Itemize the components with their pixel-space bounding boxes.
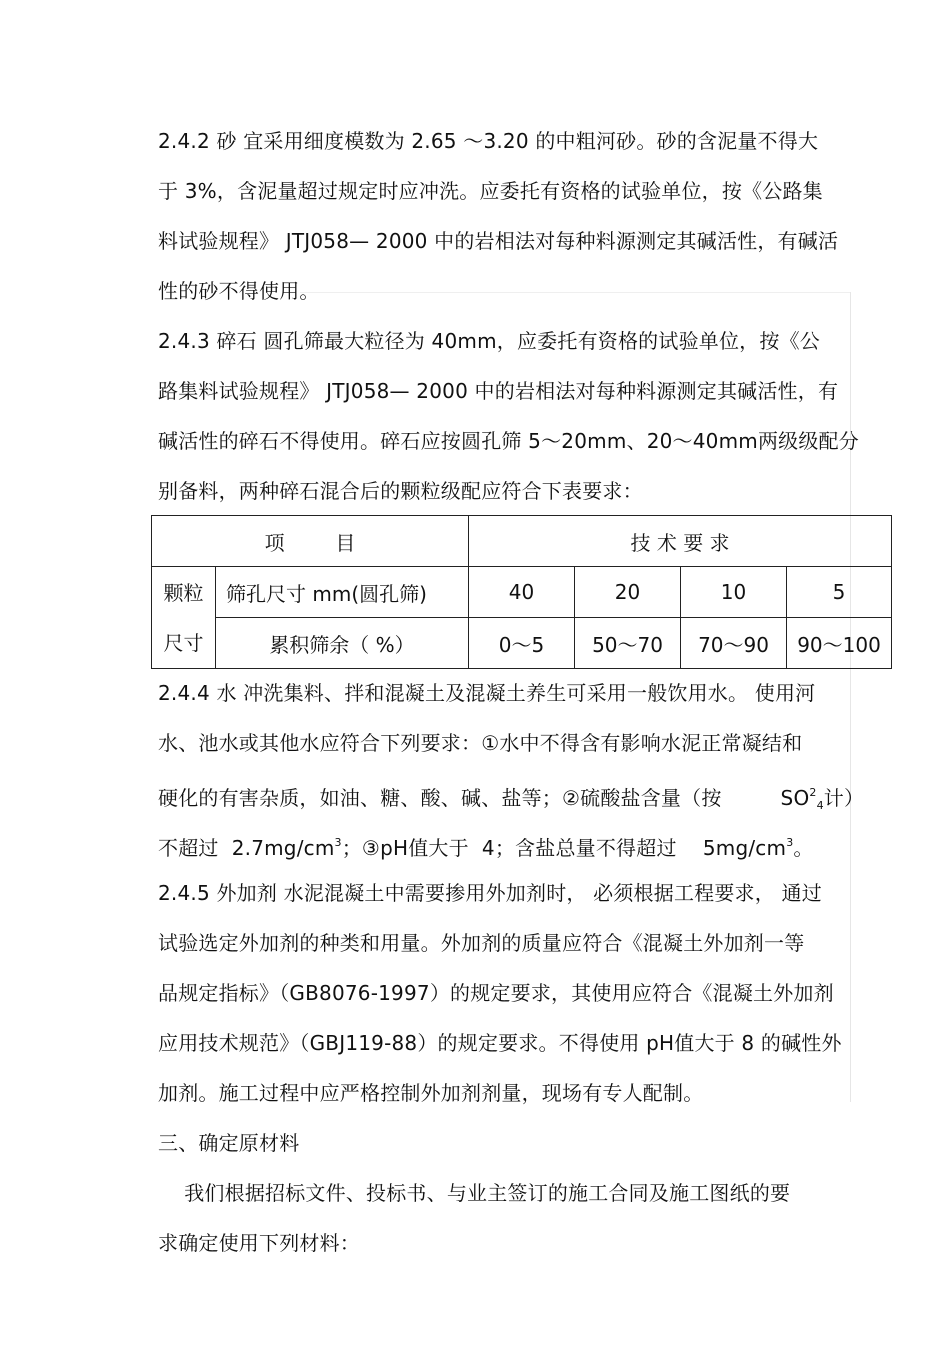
gravel-paragraph-line: 路集料试验规程》 JTJ058— 2000 中的岩相法对每种料源测定其碱活性，有 [158, 379, 839, 403]
text-run: ；③pH值大于 4；含盐总量不得超过 5mg/cm [341, 836, 787, 860]
subscript: 4 [816, 799, 824, 812]
text-run: 。 [793, 836, 814, 860]
table-cell: 5 [787, 567, 892, 618]
text-run: 计） [823, 786, 865, 810]
section-heading: 三、确定原材料 [158, 1131, 300, 1155]
table-cell: 20 [575, 567, 681, 618]
group-label-line2: 尺寸 [163, 630, 204, 655]
admixture-paragraph-line: 品规定指标》（GB8076-1997）的规定要求，其使用应符合《混凝土外加剂 [158, 981, 834, 1005]
table-cell: 0～5 [469, 618, 575, 669]
water-paragraph-line [158, 780, 893, 819]
table-cell: 90～100 [787, 618, 892, 669]
superscript: 2 [809, 786, 817, 799]
sieve-size-label-cell: 筛孔尺寸 mm(圆孔筛) [216, 567, 469, 618]
table-cell: 50～70 [575, 618, 681, 669]
header-requirement-cell: 技 术 要 求 [469, 516, 892, 567]
table-row [152, 618, 892, 669]
table-cell: 70～90 [681, 618, 787, 669]
water-paragraph-line: 水、池水或其他水应符合下列要求：①水中不得含有影响水泥正常凝结和 [158, 731, 803, 755]
table-cell: 40 [469, 567, 575, 618]
admixture-paragraph-line: 应用技术规范》（GBJ119-88）的规定要求。不得使用 pH值大于 8 的碱性外 [158, 1031, 842, 1055]
table-header-row [152, 516, 892, 567]
admixture-paragraph-line: 加剂。施工过程中应严格控制外加剂剂量，现场有专人配制。 [158, 1081, 704, 1105]
admixture-paragraph-line: 试验选定外加剂的种类和用量。外加剂的质量应符合《混凝土外加剂一等 [158, 931, 805, 955]
admixture-paragraph-line: 2.4.5 外加剂 水泥混凝土中需要掺用外加剂时， 必须根据工程要求， 通过 [158, 881, 822, 905]
gravel-paragraph-line: 2.4.3 碎石 圆孔筛最大粒径为 40mm，应委托有资格的试验单位，按《公 [158, 329, 820, 353]
superscript: 3 [334, 836, 342, 849]
sand-paragraph-line: 于 3%，含泥量超过规定时应冲洗。应委托有资格的试验单位，按《公路集 [158, 179, 823, 203]
grading-requirements-table [151, 515, 892, 669]
table-cell: 10 [681, 567, 787, 618]
superscript: 3 [786, 836, 794, 849]
materials-paragraph-line: 求确定使用下列材料： [158, 1231, 360, 1255]
gravel-paragraph-line: 碱活性的碎石不得使用。碎石应按圆孔筛 5～20mm、20～40mm两级级配分 [158, 429, 859, 453]
cumulative-retained-label-cell: 累积筛余（ %） [216, 618, 469, 669]
table-row [152, 567, 892, 618]
text-run: 硬化的有害杂质，如油、糖、酸、碱、盐等；②硫酸盐含量（按 SO [158, 786, 810, 810]
gravel-paragraph-line: 别备料，两种碎石混合后的颗粒级配应符合下表要求： [158, 479, 643, 503]
materials-paragraph-line: 我们根据招标文件、投标书、与业主签订的施工合同及施工图纸的要 [158, 1181, 791, 1205]
water-paragraph-line [158, 830, 893, 861]
text-run: 不超过 2.7mg/cm [158, 836, 335, 860]
sand-paragraph-line: 料试验规程》 JTJ058— 2000 中的岩相法对每种料源测定其碱活性，有碱活 [158, 229, 839, 253]
particle-size-group-cell [152, 567, 216, 669]
sand-paragraph-line: 2.4.2 砂 宜采用细度模数为 2.65 ～3.20 的中粗河砂。砂的含泥量不得大 [158, 129, 819, 153]
sand-paragraph-line: 性的砂不得使用。 [158, 279, 320, 303]
group-label-line1: 颗粒 [163, 580, 204, 605]
header-item-cell: 项 目 [152, 516, 469, 567]
water-paragraph-line: 2.4.4 水 冲洗集料、拌和混凝土及混凝土养生可采用一般饮用水。 使用河 [158, 681, 816, 705]
